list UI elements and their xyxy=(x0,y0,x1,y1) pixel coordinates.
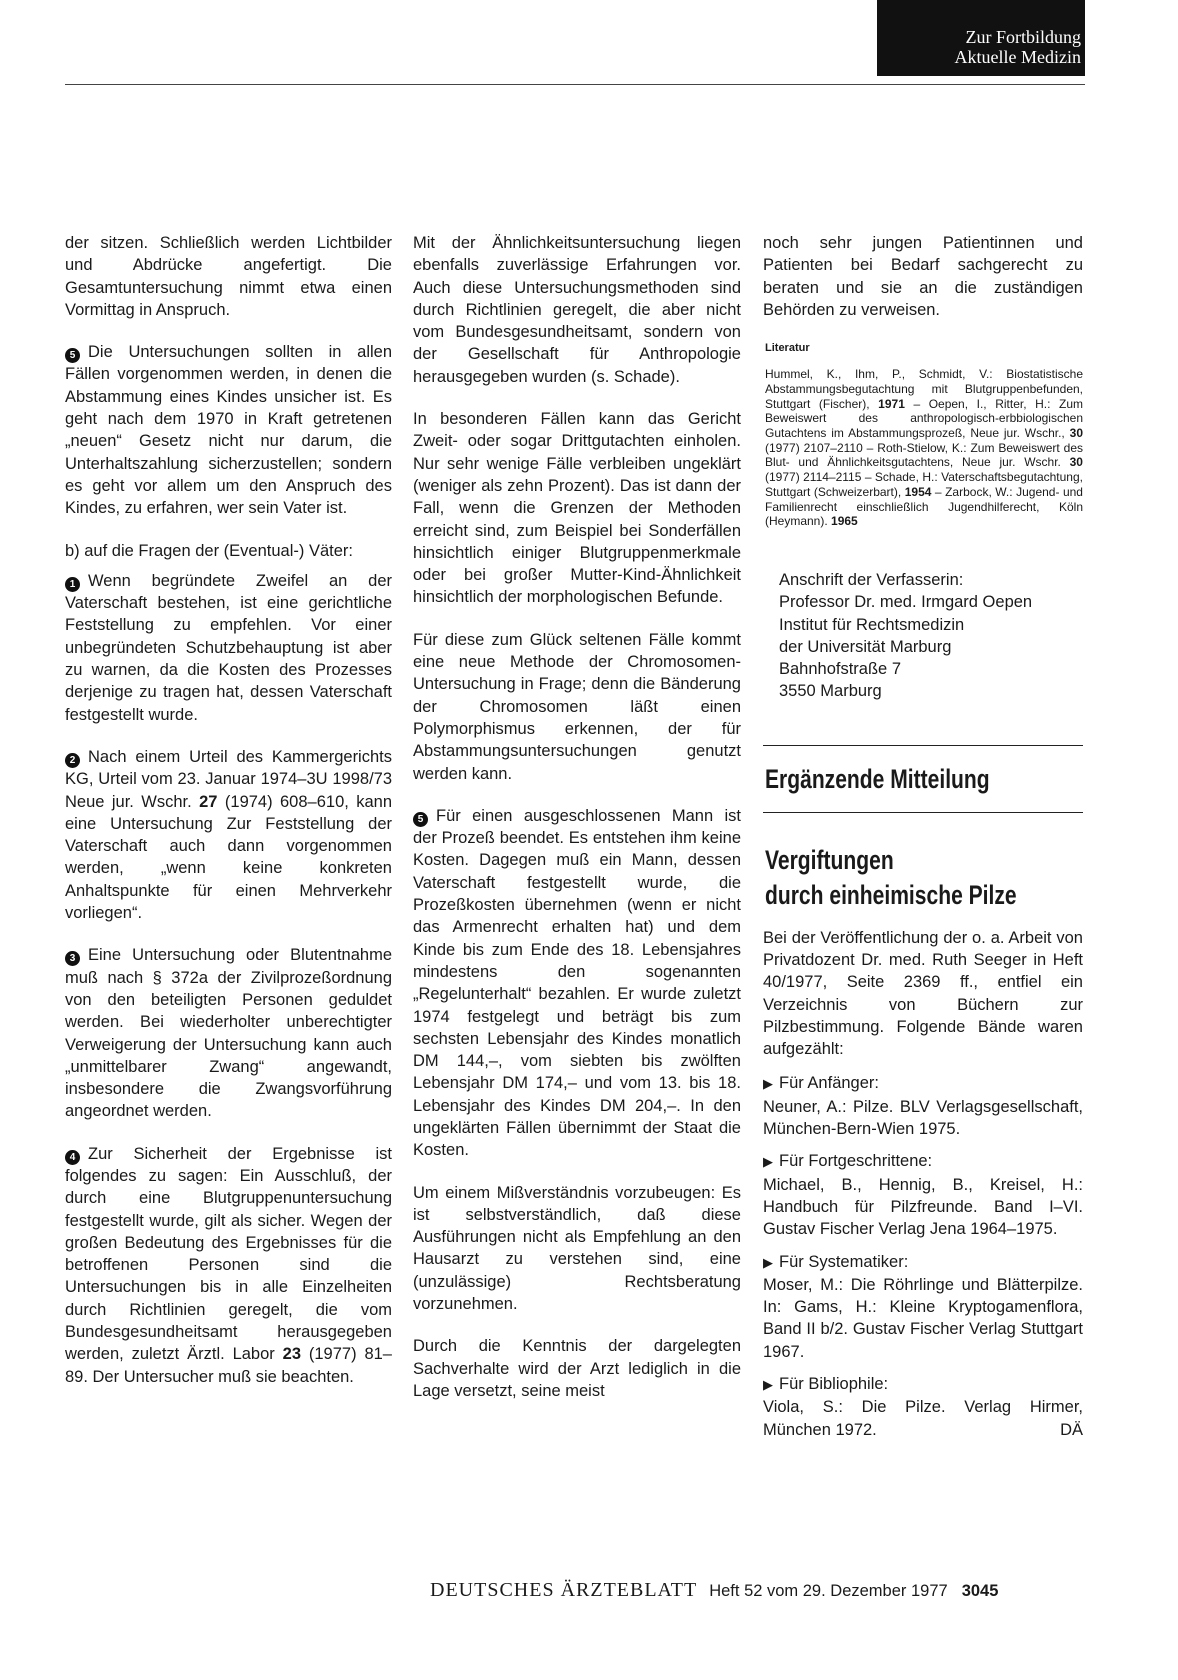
numbered-bullet-icon: 2 xyxy=(65,753,80,768)
issue-info: Heft 52 vom 29. Dezember 1977 xyxy=(709,1582,948,1600)
paragraph: 2 Nach einem Urteil des Kammergerichts KG, Urteil vom 23. Januar 1974–3U 1998/73 Neue jur. Wschr. 27 (1974) 608–610, kann eine Untersuchung Zur Feststellung der Vaterschaft auch dann vorgenommen werden, „wenn keine konkreten Anhaltspunkte für einen Mehrverkehr vorliegen“. xyxy=(65,747,393,923)
triangle-bullet-icon: ▶ xyxy=(763,1377,773,1393)
column-1 xyxy=(65,232,392,1408)
header-line-2: Aktuelle Medizin xyxy=(954,47,1081,67)
list-item: ▶ Für Systematiker: Moser, M.: Die Röhrlinge und Blätterpilze. In: Gams, H.: Kleine Kryptogamenflora, Band II b/2. Gustav Fischer Verlag Stuttgart 1967. xyxy=(763,1252,1083,1361)
book-list xyxy=(763,1072,1083,1440)
paragraph: 5 Die Untersuchungen sollten in allen Fällen vorgenommen werden, in denen die Abstammung eines Kindes unsicher ist. Es geht nach dem 1970 in Kraft getretenen „neuen“ Gesetz nicht nur darum, die Unterhaltszahlung sicherzustellen; sondern es geht vor allem um den Anspruch des Kindes, zu erfahren, wer sein Vater ist. xyxy=(65,343,392,518)
paragraph: 5 Für einen ausgeschlossenen Mann ist der Prozeß beendet. Es entstehen ihm keine Kosten. Dagegen muß ein Mann, dessen Vaterschaft festgestellt wurde, die Prozeßkosten übernehmen (wenn er nicht das Armenrecht erhalten hat) und dem Kinde bis zum Ende des 18. Lebensjahres mindestens den sogenannten „Regelunterhalt“ bezahlen. Er wurde zuletzt 1974 festgelegt und beträgt bis zum sechsten Lebensjahr des Kindes monatlich DM 144,–, vom siebten bis zwölften Lebensjahr DM 174,– und vom 13. bis 18. Lebensjahr des Kindes DM 204,–. In den ungeklärten Fällen übernimmt der Staat die Kosten. xyxy=(413,806,741,1160)
page-number: 3045 xyxy=(961,1582,999,1600)
author-address: Anschrift der Verfasserin: Professor Dr. med. Irmgard Oepen Institut für Rechtsmedizin der Universität Marburg Bahnhofstraße 7 3550 Marburg xyxy=(779,570,1033,701)
paragraph: Um einem Mißverständnis vorzubeugen: Es ist selbstverständlich, daß diese Ausführungen nicht als Empfehlung an den Hausarzt zu verstehen sind, eine (unzulässige) Rechtsberatung vorzunehmen. xyxy=(413,1183,741,1314)
section-heading: Ergänzende Mitteilung xyxy=(765,763,990,794)
page-footer xyxy=(430,1579,1085,1602)
article-intro: Bei der Veröffentlichung der o. a. Arbeit von Privatdozent Dr. med. Ruth Seeger in Heft 40/1977, Seite 2369 ff., entfiel ein Verzeichnis von Büchern zur Pilzbestimmung. Folgende Bände waren aufgezählt: xyxy=(763,928,1083,1059)
section-header-box xyxy=(877,0,1085,76)
reference-list: Hummel, K., Ihm, P., Schmidt, V.: Biostatistische Abstammungsbegutachtung mit Blutgruppenbefunden, Stuttgart (Fischer), 1971 – Oepen, I., Ritter, H.: Zum Beweiswert des anthropologisch-erbbiologischen Gutachtens im Abstammungsprozeß, Neue jur. Wschr., 30 (1977) 2107–2110 – Roth-Stielow, K.: Zum Beweiswert des Blut- und Ähnlichkeitsgutachtens, Neue jur. Wschr. 30 (1977) 2114–2115 – Schade, H.: Vaterschaftsbegutachtung, Stuttgart (Schweizerbart), 1954 – Zarbock, W.: Jugend- und Familienrecht einschließlich Jugendhilferecht, Köln (Heymann). 1965 xyxy=(765,367,1083,529)
triangle-bullet-icon: ▶ xyxy=(763,1076,773,1092)
paragraph: noch sehr jungen Patientinnen und Patienten bei Bedarf sachgerecht zu beraten und sie an die zuständigen Behörden zu verweisen. xyxy=(763,234,1083,319)
paragraph: In besonderen Fällen kann das Gericht Zweit- oder sogar Drittgutachten einholen. Nur sehr wenige Fälle verbleiben ungeklärt (weniger als zehn Prozent). Das ist dann der Fall, wenn die Grenzen der Methoden erreicht sind, zum Beispiel bei Sonderfällen hinsichtlich einiger Blutgruppenmerkmale oder bei großer Mutter-Kind-Ähnlichkeit hinsichtlich der morphologischen Befunde. xyxy=(413,410,741,607)
paragraph: 1 Wenn begründete Zweifel an der Vaterschaft bestehen, ist eine gerichtliche Feststellung zu empfehlen. Vor einer unbegründeten Schutzbehauptung ist aber zu warnen, da die Kosten des Prozesses derjenige zu tragen hat, dessen Vaterschaft festgestellt wurde. xyxy=(65,571,392,724)
top-rule xyxy=(65,84,1085,85)
triangle-bullet-icon: ▶ xyxy=(763,1154,773,1170)
paragraph: Für diese zum Glück seltenen Fälle kommt eine neue Methode der Chromosomen-Untersuchung in Frage; denn die Bänderung der Chromosomen läßt einen Polymorphismus erkennen, der für Abstammungsuntersuchungen genutzt werden kann. xyxy=(413,630,741,783)
paragraph: der sitzen. Schließlich werden Lichtbilder und Abdrücke angefertigt. Die Gesamtuntersuchung nimmt etwa einen Vormittag in Anspruch. xyxy=(65,234,392,319)
column-3 xyxy=(763,232,1083,1451)
numbered-bullet-icon: 5 xyxy=(413,812,428,827)
article-title: Vergiftungen durch einheimische Pilze xyxy=(765,844,1017,910)
section-rule-top xyxy=(763,745,1083,746)
paragraph: Durch die Kenntnis der dargelegten Sachverhalte wird der Arzt lediglich in die Lage versetzt, seine meist xyxy=(413,1337,741,1400)
paragraph: Mit der Ähnlichkeitsuntersuchung liegen ebenfalls zuverlässige Erfahrungen vor. Auch diese Untersuchungsmethoden sind durch Richtlinien geregelt, die aber nicht vom Bundesgesundheitsamt, sondern von der Gesellschaft für Anthropologie herausgegeben wurden (s. Schade). xyxy=(413,234,741,386)
literature-heading: Literatur xyxy=(765,342,810,355)
list-item: ▶ Für Bibliophile: Viola, S.: Die Pilze. Verlag Hirmer, München 1972. DÄ xyxy=(763,1373,1083,1441)
paragraph: 4 Zur Sicherheit der Ergebnisse ist folgendes zu sagen: Ein Ausschluß, der durch eine Blutgruppenuntersuchung festgestellt wurde, gilt als sicher. Wegen der großen Bedeutung des Ergebnisses für die betroffenen Personen sind die Untersuchungen bis in alle Einzelheiten durch Richtlinien geregelt, die vom Bundesgesundheitsamt herausgegeben werden, zuletzt Ärztl. Labor 23 (1977) 81–89. Der Untersucher muß sie beachten. xyxy=(65,1144,392,1386)
section-rule-bottom xyxy=(763,812,1083,813)
numbered-bullet-icon: 4 xyxy=(65,1150,80,1165)
numbered-bullet-icon: 1 xyxy=(65,577,80,592)
numbered-bullet-icon: 5 xyxy=(65,348,80,363)
signature: DÄ xyxy=(1060,1420,1083,1439)
paragraph: b) auf die Fragen der (Eventual-) Väter: xyxy=(65,541,353,560)
triangle-bullet-icon: ▶ xyxy=(763,1254,773,1270)
list-item: ▶ Für Anfänger: Neuner, A.: Pilze. BLV Verlagsgesellschaft, München-Bern-Wien 1975. xyxy=(763,1074,1083,1139)
numbered-bullet-icon: 3 xyxy=(65,951,80,966)
column-2 xyxy=(413,232,741,1422)
journal-name: DEUTSCHES ÄRZTEBLATT xyxy=(430,1579,698,1601)
paragraph: 3 Eine Untersuchung oder Blutentnahme muß nach § 372a der Zivilprozeßordnung von den beteiligten Personen geduldet werden. Bei wiederholter unberechtigter Verweigerung der Untersuchung kann auch „unmittelbarer Zwang“ angewandt, insbesondere die Zwangsvorführung angeordnet werden. xyxy=(65,946,392,1121)
list-item: ▶ Für Fortgeschrittene: Michael, B., Hennig, B., Kreisel, H.: Handbuch für Pilzfreunde. Band I–VI. Gustav Fischer Verlag Jena 1964–1975. xyxy=(763,1152,1083,1239)
header-line-1: Zur Fortbildung xyxy=(965,27,1081,47)
